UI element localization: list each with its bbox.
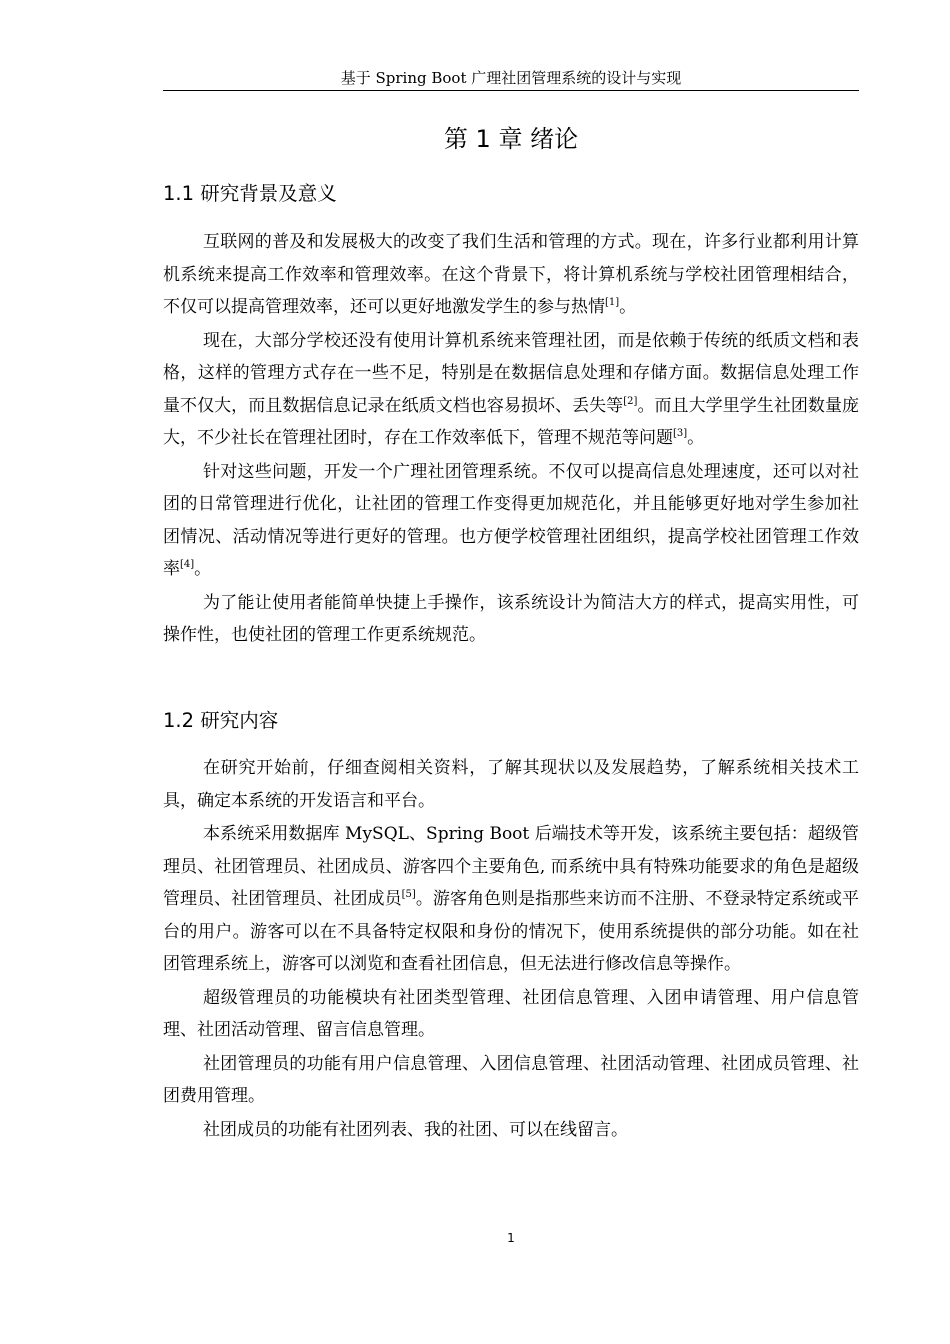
paragraph-text: 现在，大部分学校还没有使用计算机系统来管理社团，而是依赖于传统的纸质文档和表格，这样的管理方式存在一些不足，特别是在数据信息处理和存储方面。数据信息处理工作量不仅大，而且数据信息记录在纸质文档也容易损坏、丢失等 [163, 330, 859, 416]
paragraph-text: 在研究开始前，仔细查阅相关资料，了解其现状以及发展趋势，了解系统相关技术工具，确定本系统的开发语言和平台。 [163, 758, 859, 811]
paragraph [163, 325, 859, 455]
section-title-1-2: 1.2 研究内容 [163, 709, 279, 732]
paragraph-text: 超级管理员的功能模块有社团类型管理、社团信息管理、入团申请管理、用户信息管理、社团活动管理、留言信息管理。 [163, 987, 859, 1040]
page-number: 1 [507, 1231, 515, 1245]
paragraph-text: 。而且大学里学生社团数量庞大，不少社长在管理社团时，存在工作效率低下，管理不规范等问题 [163, 395, 859, 448]
section-1-1-body [163, 226, 859, 652]
citation-marker: [4] [180, 559, 195, 570]
paragraph [163, 226, 859, 324]
running-header: 基于 Spring Boot 广理社团管理系统的设计与实现 [340, 69, 682, 87]
paragraph [163, 1048, 859, 1113]
citation-marker: [3] [673, 428, 688, 439]
header-rule [163, 90, 859, 91]
paragraph-text: 。 [619, 297, 637, 317]
paragraph-text: 针对这些问题，开发一个广理社团管理系统。不仅可以提高信息处理速度，还可以对社团的日常管理进行优化，让社团的管理工作变得更加规范化，并且能够更好地对学生参加社团情况、活动情况等进行更好的管理。也方便学校管理社团组织，提高学校社团管理工作效率 [163, 461, 859, 579]
paragraph [163, 818, 859, 981]
paragraph [163, 752, 859, 817]
chapter-title: 第 1 章 绪论 [443, 125, 579, 153]
paragraph [163, 1114, 859, 1147]
paragraph-text: 。 [194, 559, 212, 579]
section-1-2-body [163, 752, 859, 1146]
paragraph-text: 。 [687, 428, 705, 448]
paragraph [163, 456, 859, 586]
citation-marker: [1] [605, 297, 620, 308]
paragraph-text: 。游客角色则是指那些来访而不注册、不登录特定系统或平台的用户。游客可以在不具备特定权限和身份的情况下，使用系统提供的部分功能。如在社团管理系统上，游客可以浏览和查看社团信息，但无法进行修改信息等操作。 [163, 889, 859, 974]
paragraph [163, 982, 859, 1047]
paragraph-text: 为了能让使用者能简单快捷上手操作，该系统设计为简洁大方的样式，提高实用性，可操作性，也使社团的管理工作更系统规范。 [163, 592, 859, 645]
paragraph-text: 社团成员的功能有社团列表、我的社团、可以在线留言。 [203, 1119, 628, 1140]
citation-marker: [2] [623, 395, 638, 407]
citation-marker: [5] [401, 889, 416, 900]
section-title-1-1: 1.1 研究背景及意义 [163, 182, 337, 205]
paragraph-text: 社团管理员的功能有用户信息管理、入团信息管理、社团活动管理、社团成员管理、社团费用管理。 [163, 1053, 859, 1106]
paragraph-text: 互联网的普及和发展极大的改变了我们生活和管理的方式。现在，许多行业都利用计算机系统来提高工作效率和管理效率。在这个背景下，将计算机系统与学校社团管理相结合，不仅可以提高管理效率，还可以更好地激发学生的参与热情 [163, 232, 859, 317]
paragraph-text: 本系统采用数据库 MySQL、Spring Boot 后端技术等开发，该系统主要包括：超级管理员、社团管理员、社团成员、游客四个主要角色, 而系统中具有特殊功能要求的角色是超级管理员、社团管理员、社团成员 [163, 824, 859, 909]
paragraph [163, 587, 859, 652]
